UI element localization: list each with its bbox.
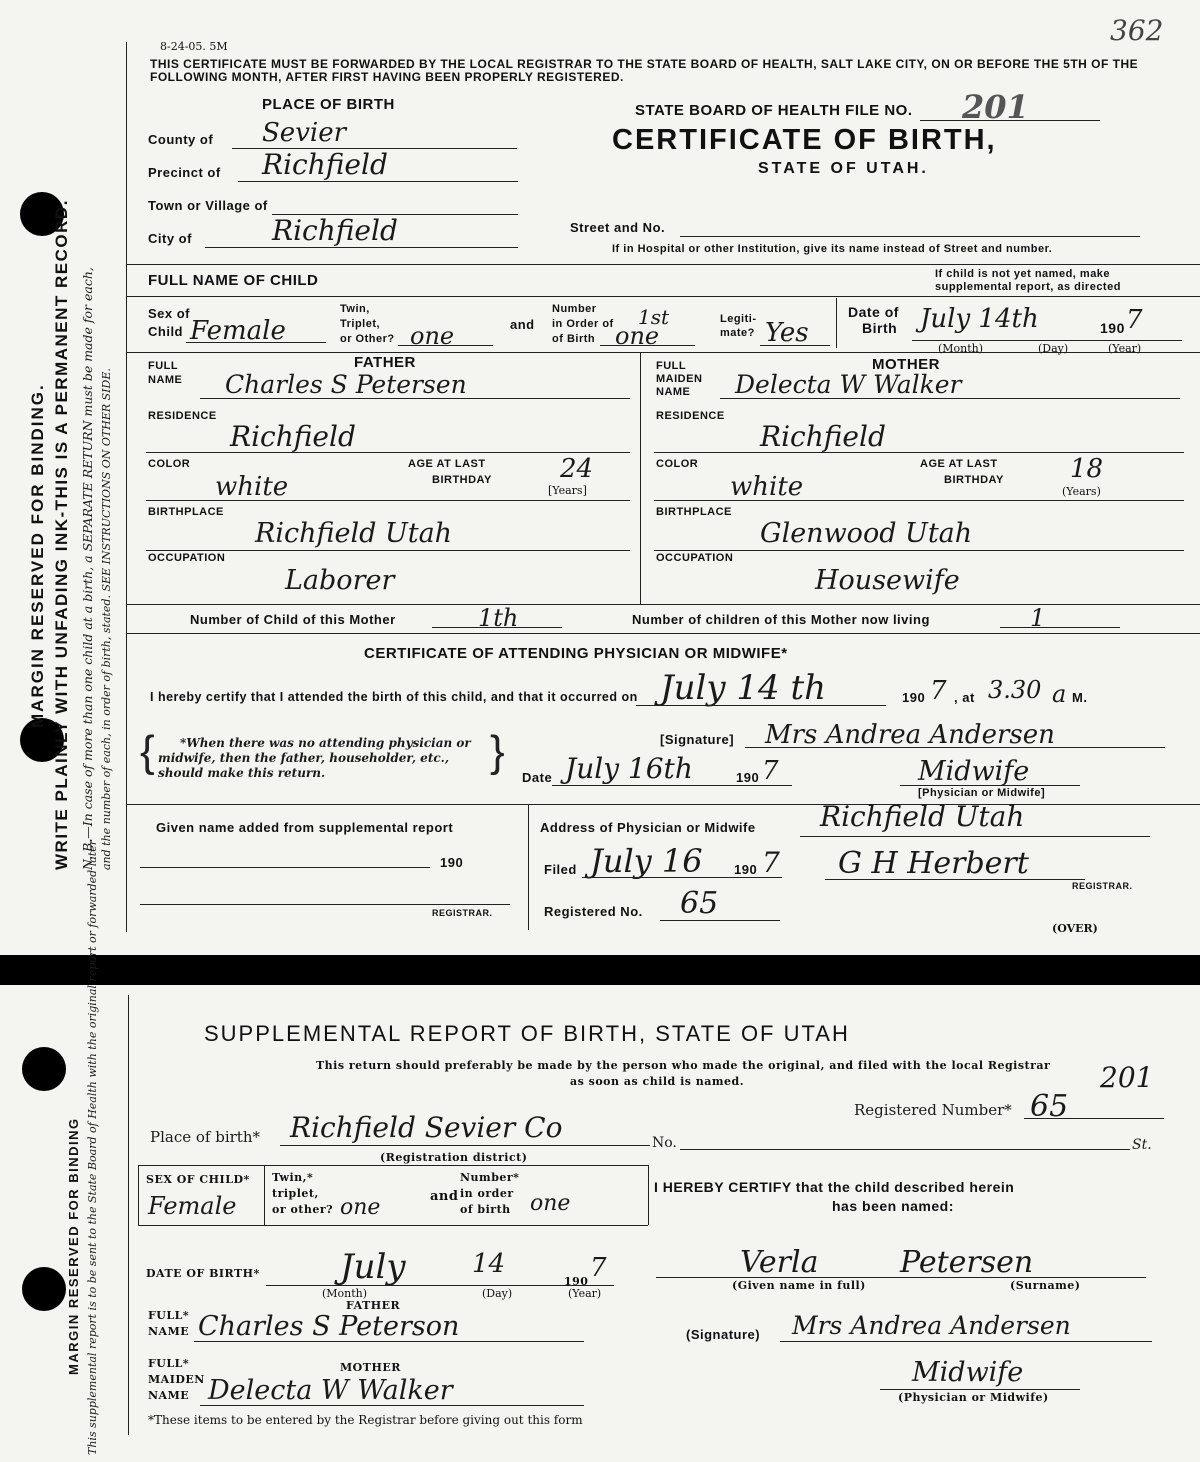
order-label-2: in order (460, 1187, 514, 1200)
filed-year-digit: 7 (762, 846, 780, 879)
registered-value: 65 (680, 886, 719, 921)
certificate-title: CERTIFICATE OF BIRTH, (612, 124, 997, 156)
district-label: (Registration district) (380, 1151, 528, 1164)
not-named-note-1: If child is not yet named, make (935, 268, 1111, 280)
date-year-prefix: 190 (736, 770, 760, 785)
margin-binding-text: MARGIN RESERVED FOR BINDING (66, 1117, 81, 1375)
mother-name: Delecta W Walker (208, 1375, 453, 1406)
father-years-label: [Years] (548, 484, 587, 497)
children-living-label: Number of children of this Mother now living (632, 612, 930, 627)
address-value: Richfield Utah (820, 800, 1025, 833)
st-label: St. (1132, 1137, 1152, 1153)
place-value: Richfield Sevier Co (290, 1111, 563, 1144)
given-name-label: (Given name in full) (732, 1279, 866, 1292)
role-value: Midwife (912, 1357, 1024, 1388)
father-label-2: NAME (148, 1325, 190, 1338)
form-code: 8-24-05. 5M (160, 40, 228, 53)
at-label: , at (954, 690, 975, 705)
father-residence-label: RESIDENCE (148, 410, 217, 422)
instruction-header: THIS CERTIFICATE MUST BE FORWARDED BY THE LOCAL REGISTRAR TO THE STATE BOARD OF HEALTH, SALT LAKE CITY, ON OR BEFORE THE 5TH OF THE FOLLOWING MONTH, AFTER FIRST HAVING BEEN PROPERLY REGISTERED. (150, 57, 1139, 84)
order-label-3: of birth (460, 1203, 511, 1216)
hospital-note: If in Hospital or other Institution, give its name instead of Street and number. (612, 243, 1053, 255)
mother-birthplace: Glenwood Utah (760, 518, 973, 549)
sex-value: Female (148, 1192, 237, 1220)
certify-year-digit: 7 (930, 676, 947, 706)
registered-value: 65 (1030, 1089, 1069, 1124)
not-named-note-2: supplemental report, as directed (935, 281, 1121, 293)
dob-year-prefix: 190 (1100, 320, 1125, 336)
mother-full-label-2: MAIDEN (656, 373, 703, 385)
mother-age-label-1: AGE AT LAST (920, 458, 998, 470)
state-file-number: 201 (962, 88, 1029, 126)
child-number-label: Number of Child of this Mother (190, 612, 396, 627)
date-label: Date (522, 770, 553, 785)
registered-label: Registered No. (544, 904, 643, 919)
birth-certificate: MARGIN RESERVED FOR BINDING. WRITE PLAINLY WITH UNFADING INK-THIS IS A PERMANENT RECORD. N. B.—In case of more than one child at a birth, a SEPARATE RETURN must be made for each, and the number of each, in order of birth, stated. SEE INSTRUCTIONS ON OTHER SIDE. 8-24-05. 5M 362 THIS CERTIFICATE MUST BE FORWARDED BY THE LOCAL REGISTRAR TO THE STATE BOARD OF HEALTH, SALT LAKE CITY, ON OR BEFORE THE 5TH OF THE FOLLOWING MONTH, AFTER FIRST HAVING BEEN PROPERLY REGISTERED. PLACE OF BIRTH STATE BOARD OF HEALTH FILE NO. 201 CERTIFICATE OF BIRTH, STATE OF UTAH. County of Sevier Precinct of Richfield Town or Village of City of Richfield Street and No. If in Hospital or other Institution, give its name instead of Street and number. FULL NAME OF CHILD If child is not yet named, make supplemental report, as directed Sex of Child Female Twin, Triplet, or Other? one and Number in Order of of Birth 1st one Legiti- mate? Yes Date of Birth July 14th 190 7 (Month) (Day) (Year) FATHER MOTHER FULL NAME Charles S Petersen FULL MAIDEN NAME Delecta W Walker RESIDENCE Richfield RESIDENCE Richfield COLOR white AGE AT LAST BIRTHDAY 24 [Years] COLOR white AGE AT LAST BIRTHDAY 18 (Years) BIRTHPLACE Richfield Utah BIRTHPLACE Glenwood Utah OCCUPATION Laborer OCCUPATION Housewife Number of Child of this Mother 1th Number of children of this Mother now living 1 CERTIFICATE OF ATTENDING PHYSICIAN OR MIDWIFE* I hereby certify that I attended the birth of this child, and that it occurred on July 14 th 190 7 , at 3.30 a M. { *When there was no attending physician or midwife, then the father, householder, etc., should make this return. } [Signature] Mrs Andrea Andersen Date July 16th 190 7 Midwife [Physician or Midwife] Given name added from supplemental report 190 REGISTRAR. Address of Physician or Midwife Richfield Utah Filed July 16 190 7 G H Herbert REGISTRAR. Registered No. 65 (OVER) (0, 0, 1200, 955)
father-occupation-label: OCCUPATION (148, 552, 226, 564)
dob-year-digit: 7 (1126, 305, 1143, 335)
registered-value-2: 201 (1100, 1061, 1154, 1094)
footnote: *These items to be entered by the Registrar before giving out this form (148, 1413, 583, 1427)
order-value-top: 1st (638, 305, 670, 329)
note-line-2: midwife, then the father, householder, etc., (158, 751, 450, 765)
father-age: 24 (560, 454, 594, 484)
dob-label-1: Date of (848, 304, 899, 320)
certify-line-1: I HEREBY CERTIFY that the child described herein (654, 1179, 1015, 1195)
sex-label-2: Child (148, 324, 183, 339)
father-birthplace: Richfield Utah (255, 518, 453, 549)
mother-age: 18 (1070, 454, 1104, 484)
place-label: Place of birth* (150, 1128, 260, 1146)
registered-label: Registered Number* (854, 1101, 1012, 1119)
sex-value: Female (190, 316, 286, 346)
state-file-label: STATE BOARD OF HEALTH FILE NO. (635, 102, 913, 119)
binding-hole-bottom (22, 1267, 66, 1311)
mother-label-1: FULL* (148, 1357, 190, 1370)
mother-full-label-1: FULL (656, 360, 687, 372)
over-label: (OVER) (1052, 922, 1098, 935)
mother-age-label-2: BIRTHDAY (944, 474, 1004, 486)
year-label: (Year) (568, 1287, 602, 1300)
certify-year-prefix: 190 (902, 690, 926, 705)
father-label-1: FULL* (148, 1309, 190, 1322)
twin-label-1: Twin, (340, 303, 370, 315)
place-of-birth-heading: PLACE OF BIRTH (262, 96, 395, 113)
given-registrar-label: REGISTRAR. (432, 908, 493, 918)
margin-note-text: This supplemental report is to be sent to the State Board of Health with the original report or forwarded later (86, 840, 99, 1455)
certify-time: 3.30 (988, 676, 1042, 704)
father-occupation: Laborer (285, 565, 395, 596)
dob-value: July 14th (920, 304, 1039, 334)
mother-full-label-3: NAME (656, 386, 691, 398)
mother-residence: Richfield (760, 420, 886, 453)
margin-ink-text: WRITE PLAINLY WITH UNFADING INK-THIS IS A PERMANENT RECORD. (52, 199, 71, 870)
twin-label-2: Triplet, (340, 318, 381, 330)
father-full-label-2: NAME (148, 374, 183, 386)
order-label-1: Number (552, 303, 597, 315)
role-label: (Physician or Midwife) (898, 1391, 1049, 1404)
binding-hole-top (22, 1047, 66, 1091)
page-number: 362 (1110, 14, 1164, 47)
date-year-digit: 7 (762, 756, 779, 786)
mother-residence-label: RESIDENCE (656, 410, 725, 422)
mother-color: white (730, 472, 804, 502)
order-value: one (615, 322, 660, 350)
children-living-value: 1 (1030, 604, 1046, 632)
father-heading: FATHER (346, 1299, 401, 1312)
father-name: Charles S Peterson (198, 1311, 460, 1342)
signature-value: Mrs Andrea Andersen (765, 720, 1055, 750)
mother-heading: MOTHER (872, 356, 940, 373)
mother-label-3: NAME (148, 1389, 190, 1402)
filed-year-prefix: 190 (734, 862, 758, 877)
day-label: (Day) (482, 1287, 513, 1300)
legit-label-2: mate? (720, 327, 755, 339)
certify-date: July 14 th (660, 668, 827, 708)
dob-year-prefix: 190 (564, 1275, 589, 1288)
role-value: Midwife (918, 756, 1030, 787)
instruction-line-1: This return should preferably be made by the person who made the original, and filed with the local Registrar (316, 1059, 1051, 1072)
twin-label-3: or Other? (340, 333, 395, 345)
certify-line-2: has been named: (832, 1198, 954, 1214)
signature-value: Mrs Andrea Andersen (792, 1311, 1071, 1340)
mother-label-2: MAIDEN (148, 1373, 205, 1386)
father-residence: Richfield (230, 420, 356, 453)
role-label: [Physician or Midwife] (918, 787, 1046, 799)
county-label: County of (148, 132, 214, 147)
order-label-2: in Order of (552, 318, 614, 330)
precinct-label: Precinct of (148, 165, 221, 180)
father-name: Charles S Petersen (225, 370, 467, 399)
month-label: (Month) (322, 1287, 368, 1300)
father-color: white (215, 472, 289, 502)
m-label: M. (1072, 690, 1088, 705)
child-number-value: 1th (478, 604, 519, 632)
precinct-value: Richfield (262, 148, 388, 181)
twin-label-2: triplet, (272, 1187, 319, 1200)
father-age-label-1: AGE AT LAST (408, 458, 486, 470)
county-value: Sevier (262, 118, 347, 148)
surname-label: (Surname) (1010, 1279, 1081, 1292)
note-line-3: should make this return. (158, 766, 326, 780)
registrar-signature: G H Herbert (838, 846, 1029, 881)
signature-label: (Signature) (686, 1327, 761, 1342)
dob-label: DATE OF BIRTH* (146, 1267, 260, 1280)
physician-heading: CERTIFICATE OF ATTENDING PHYSICIAN OR MIDWIFE* (364, 645, 788, 662)
given-name-value: Verla (740, 1245, 819, 1280)
margin-nb-text: N. B.—In case of more than one child at a birth, a SEPARATE RETURN must be made for each, (80, 267, 95, 870)
twin-value: one (340, 1195, 381, 1220)
address-label: Address of Physician or Midwife (540, 820, 756, 835)
father-age-label-2: BIRTHDAY (432, 474, 492, 486)
margin-nb-text-2: and the number of each, in order of birth, stated. SEE INSTRUCTIONS ON OTHER SIDE. (100, 368, 113, 870)
city-label: City of (148, 231, 192, 246)
margin-binding-text: MARGIN RESERVED FOR BINDING. (28, 383, 47, 728)
and-label: and (510, 317, 535, 332)
order-label-3: of Birth (552, 333, 596, 345)
sex-label: SEX OF CHILD* (146, 1173, 250, 1186)
twin-value: one (410, 322, 455, 350)
full-name-label: FULL NAME OF CHILD (148, 272, 319, 289)
day-label: (Day) (1038, 342, 1069, 355)
certify-text: I hereby certify that I attended the birth of this child, and that it occurred on (150, 690, 638, 704)
certify-ampm: a (1052, 680, 1067, 708)
date-value: July 16th (565, 752, 693, 785)
year-label: (Year) (1108, 342, 1142, 355)
sex-label-1: Sex of (148, 306, 191, 321)
supplemental-title: SUPPLEMENTAL REPORT OF BIRTH, STATE OF UTAH (204, 1021, 850, 1046)
filed-value: July 16 (590, 842, 703, 880)
given-name-label: Given name added from supplemental report (156, 820, 454, 835)
legit-value: Yes (765, 318, 809, 348)
street-label: Street and No. (570, 220, 666, 235)
order-label-1: Number* (460, 1171, 520, 1184)
mother-years-label: (Years) (1062, 485, 1101, 498)
dob-day: 14 (472, 1249, 506, 1279)
mother-name: Delecta W Walker (735, 370, 962, 399)
certificate-subtitle: STATE OF UTAH. (758, 160, 929, 177)
and-label: and (430, 1189, 459, 1204)
mother-color-label: COLOR (656, 458, 699, 470)
twin-label-1: Twin,* (272, 1171, 314, 1184)
signature-label: [Signature] (660, 732, 735, 747)
twin-label-3: or other? (272, 1203, 334, 1216)
instruction-line-2: as soon as child is named. (570, 1075, 745, 1088)
filed-label: Filed (544, 862, 577, 877)
order-value: one (530, 1191, 571, 1216)
father-color-label: COLOR (148, 458, 191, 470)
mother-occupation-label: OCCUPATION (656, 552, 734, 564)
dob-label-2: Birth (862, 320, 898, 336)
father-heading: FATHER (354, 354, 416, 371)
town-label: Town or Village of (148, 198, 268, 213)
dob-year-digit: 7 (590, 1253, 607, 1283)
legit-label-1: Legiti- (720, 313, 757, 325)
note-line-1: *When there was no attending physician or (180, 736, 471, 750)
city-value: Richfield (272, 214, 398, 247)
father-birthplace-label: BIRTHPLACE (148, 506, 224, 518)
surname-value: Petersen (900, 1245, 1034, 1280)
mother-birthplace-label: BIRTHPLACE (656, 506, 732, 518)
month-label: (Month) (938, 342, 984, 355)
dob-month: July (340, 1247, 406, 1287)
father-full-label-1: FULL (148, 360, 179, 372)
given-year-prefix: 190 (440, 855, 464, 870)
mother-heading: MOTHER (340, 1361, 401, 1374)
no-label: No. (652, 1135, 677, 1151)
registrar-label: REGISTRAR. (1072, 881, 1133, 891)
mother-occupation: Housewife (815, 565, 960, 596)
